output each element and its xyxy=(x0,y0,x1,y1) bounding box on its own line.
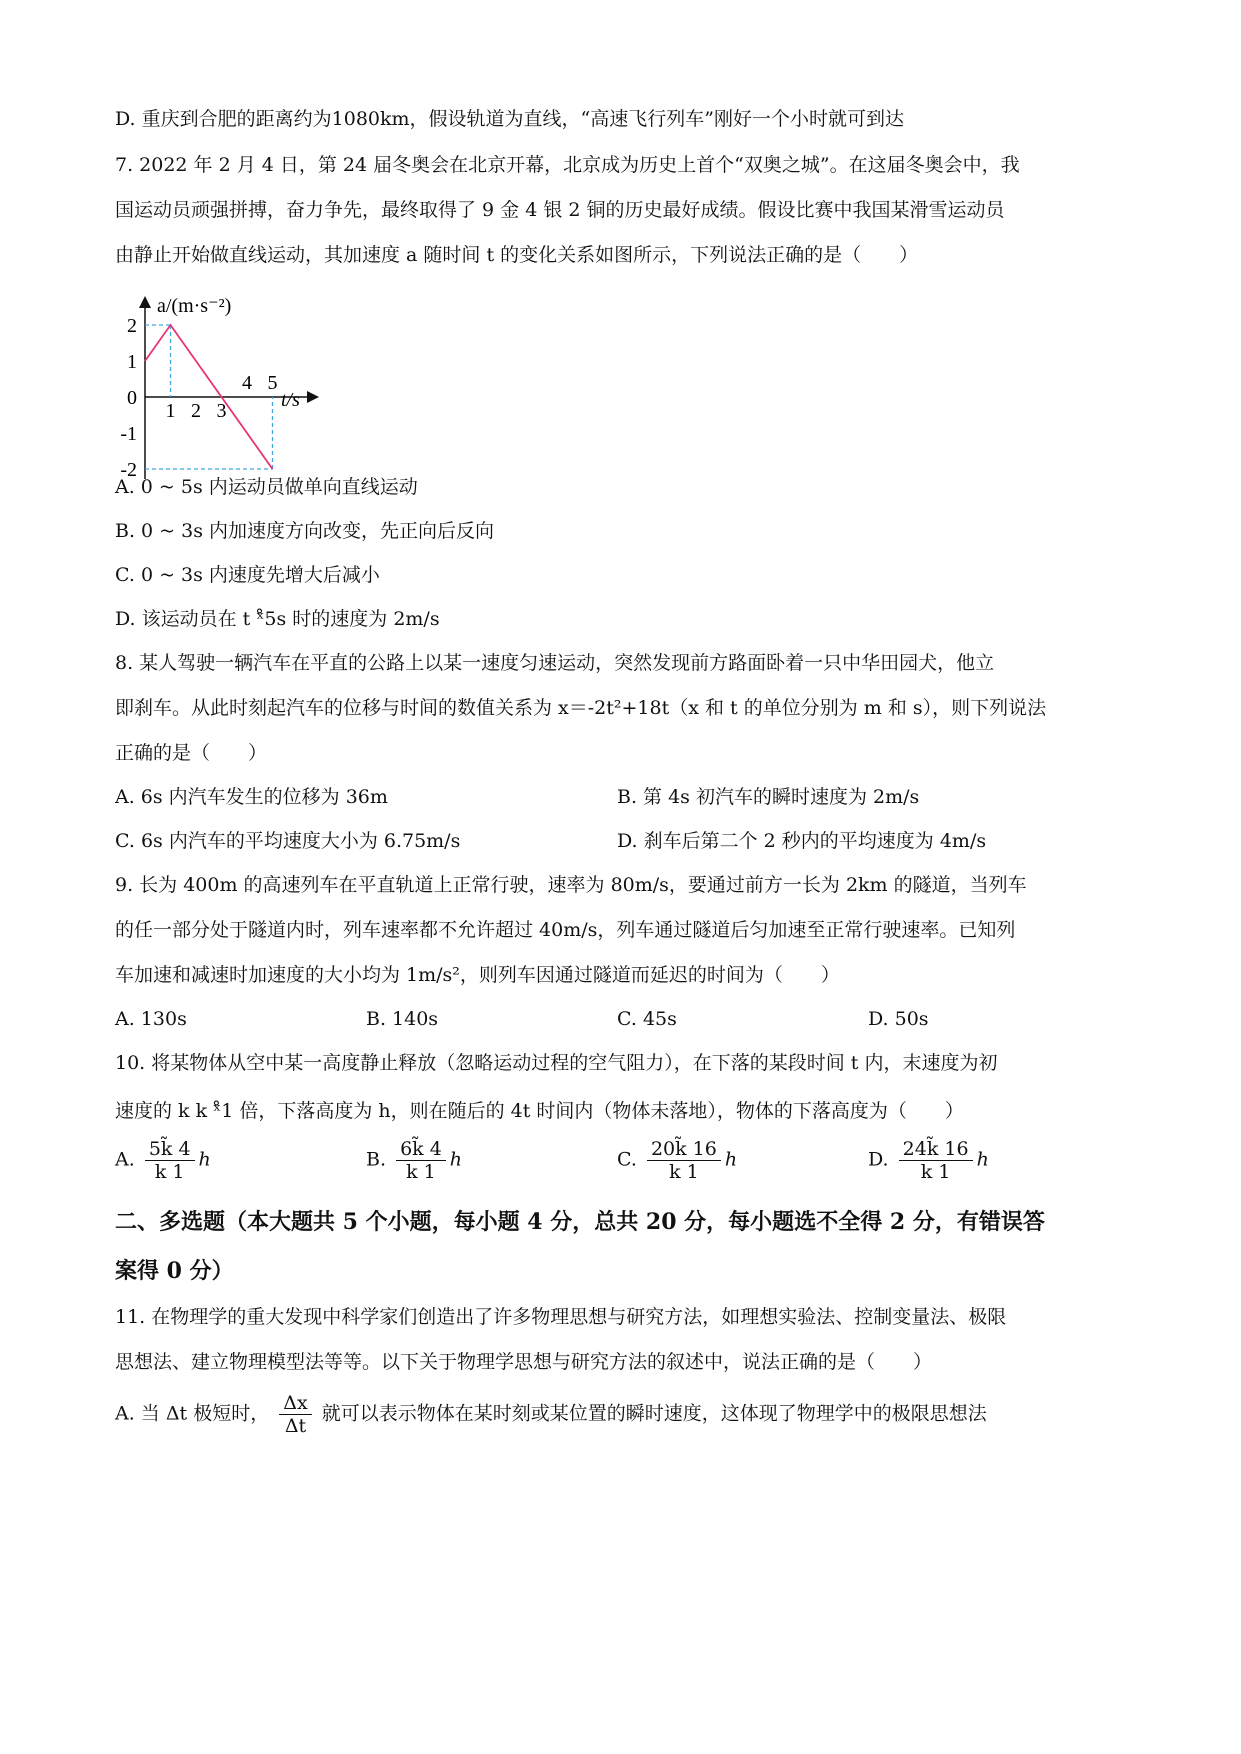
section2-heading-line2: 案得 0 分） xyxy=(115,1258,234,1284)
y-tick-label: -2 xyxy=(120,459,137,481)
x-axis-label: t/s xyxy=(281,389,300,411)
q10-option-c-numerator: 20k̃ 16 xyxy=(647,1138,721,1161)
q10-option-c-label: C. xyxy=(617,1148,637,1171)
q10-option-b-variable: h xyxy=(449,1148,463,1171)
q10-option-a-denominator: k 1 xyxy=(154,1161,185,1183)
q9-stem-line1: 9. 长为 400m 的高速列车在平直轨道上正常行驶，速率为 80m/s，要通过前方一长为 2km 的隧道，当列车 xyxy=(115,874,1027,896)
q11-option-a-numerator: Δx xyxy=(279,1392,311,1415)
q7-option-c: C. 0 ~ 3s 内速度先增大后减小 xyxy=(115,564,380,586)
q10-option-c-variable: h xyxy=(724,1148,738,1171)
x-tick-label: 2 xyxy=(191,400,201,422)
q10-option-b-numerator: 6k̃ 4 xyxy=(396,1138,446,1161)
x-tick-label: 1 xyxy=(165,400,176,422)
q11-option-a-denominator: Δt xyxy=(284,1415,307,1437)
q8-option-c: C. 6s 内汽车的平均速度大小为 6.75m/s xyxy=(115,830,461,852)
q10-option-d-variable: h xyxy=(976,1148,989,1171)
q10-option-a-numerator: 5k̃ 4 xyxy=(145,1138,195,1161)
q10-option-d-denominator: k 1 xyxy=(920,1161,951,1183)
q9-option-b: B. 140s xyxy=(366,1008,439,1030)
q10-option-b xyxy=(366,1138,462,1183)
q10-option-d xyxy=(868,1138,989,1183)
q8-option-d: D. 刹车后第二个 2 秒内的平均速度为 4m/s xyxy=(617,830,987,852)
q11-option-a xyxy=(115,1392,987,1437)
q7-stem-line1: 7. 2022 年 2 月 4 日，第 24 届冬奥会在北京开幕，北京成为历史上首个“双奥之城”。在这届冬奥会中，我 xyxy=(115,154,1020,176)
x-tick-label: 3 xyxy=(216,400,227,422)
q11-option-a-prefix: A. 当 Δt 极短时， xyxy=(115,1402,270,1425)
x-tick-label: 5 xyxy=(267,372,278,394)
section2-heading-line1: 二、多选题（本大题共 5 个小题，每小题 4 分，总共 20 分，每小题选不全得 2 分，有错误答 xyxy=(115,1209,1045,1235)
q10-option-b-denominator: k 1 xyxy=(406,1161,436,1183)
q8-option-a: A. 6s 内汽车发生的位移为 36m xyxy=(115,786,388,808)
y-axis-label: a/(m·s⁻²) xyxy=(157,295,232,317)
q9-option-a: A. 130s xyxy=(115,1008,187,1030)
q7-option-b: B. 0 ~ 3s 内加速度方向改变，先正向后反向 xyxy=(115,520,495,542)
q11-option-a-fraction xyxy=(279,1392,311,1437)
y-tick-label: 2 xyxy=(127,315,137,337)
q10-option-a-variable: h xyxy=(198,1148,211,1171)
q9-stem-line3: 车加速和减速时加速度的大小均为 1m/s²，则列车因通过隧道而延迟的时间为（ ） xyxy=(115,964,840,986)
q8-stem-line2: 即刹车。从此时刻起汽车的位移与时间的数值关系为 x＝-2t²+18t（x 和 t 的单位分别为 m 和 s），则下列说法 xyxy=(115,697,1047,719)
q8-stem-line1: 8. 某人驾驶一辆汽车在平直的公路上以某一速度匀速运动，突然发现前方路面卧着一只中华田园犬，他立 xyxy=(115,652,995,674)
q7-stem-line3: 由静止开始做直线运动，其加速度 a 随时间 t 的变化关系如图所示，下列说法正确的是（ ） xyxy=(115,244,919,266)
q10-stem-line1: 10. 将某物体从空中某一高度静止释放（忽略运动过程的空气阻力），在下落的某段时间 t 内，末速度为初 xyxy=(115,1052,998,1074)
q10-option-a xyxy=(115,1138,211,1183)
q11-option-a-suffix: 就可以表示物体在某时刻或某位置的瞬时速度，这体现了物理学中的极限思想法 xyxy=(315,1402,987,1425)
q7-option-d: D. 该运动员在 t ˣ̊5s 时的速度为 2m/s xyxy=(115,608,440,630)
q11-stem-line2: 思想法、建立物理模型法等等。以下关于物理学思想与研究方法的叙述中，说法正确的是（ ） xyxy=(115,1351,933,1373)
q9-option-c: C. 45s xyxy=(617,1008,677,1030)
q7-stem-line2: 国运动员顽强拼搏，奋力争先，最终取得了 9 金 4 银 2 铜的历史最好成绩。假设比赛中我国某滑雪运动员 xyxy=(115,199,1005,221)
q10-option-d-numerator: 24k̃ 16 xyxy=(899,1138,973,1161)
y-tick-label: 0 xyxy=(127,387,137,409)
y-tick-label: -1 xyxy=(120,423,137,445)
y-tick-labels xyxy=(120,315,137,481)
x-tick-label: 4 xyxy=(242,372,252,394)
q10-stem-line2: 速度的 k k ˣ̊1 倍，下落高度为 h，则在随后的 4t 时间内（物体未落地），物体的下落高度为（ ） xyxy=(115,1100,964,1122)
q10-option-c-denominator: k 1 xyxy=(669,1161,699,1183)
q9-stem-line2: 的任一部分处于隧道内时，列车速率都不允许超过 40m/s，列车通过隧道后匀加速至正常行驶速率。已知列 xyxy=(115,919,1016,941)
q10-option-d-label: D. xyxy=(868,1148,889,1171)
q10-option-c xyxy=(617,1138,737,1183)
q10-option-b-label: B. xyxy=(366,1148,387,1171)
q10-option-c-fraction xyxy=(647,1138,721,1183)
q10-option-a-fraction xyxy=(145,1138,195,1183)
q6-option-d: D. 重庆到合肥的距离约为1080km，假设轨道为直线，“高速飞行列车”刚好一个小时就可到达 xyxy=(115,108,904,130)
q7-option-a: A. 0 ~ 5s 内运动员做单向直线运动 xyxy=(115,476,418,498)
q8-stem-line3: 正确的是（ ） xyxy=(115,742,268,764)
q11-stem-line1: 11. 在物理学的重大发现中科学家们创造出了许多物理思想与研究方法，如理想实验法、控制变量法、极限 xyxy=(115,1306,1007,1328)
y-tick-label: 1 xyxy=(127,351,137,373)
q8-option-b: B. 第 4s 初汽车的瞬时速度为 2m/s xyxy=(617,786,920,808)
q10-option-b-fraction xyxy=(396,1138,446,1183)
q9-option-d: D. 50s xyxy=(868,1008,929,1030)
q10-option-d-fraction xyxy=(899,1138,973,1183)
q10-option-a-label: A. xyxy=(115,1148,135,1171)
